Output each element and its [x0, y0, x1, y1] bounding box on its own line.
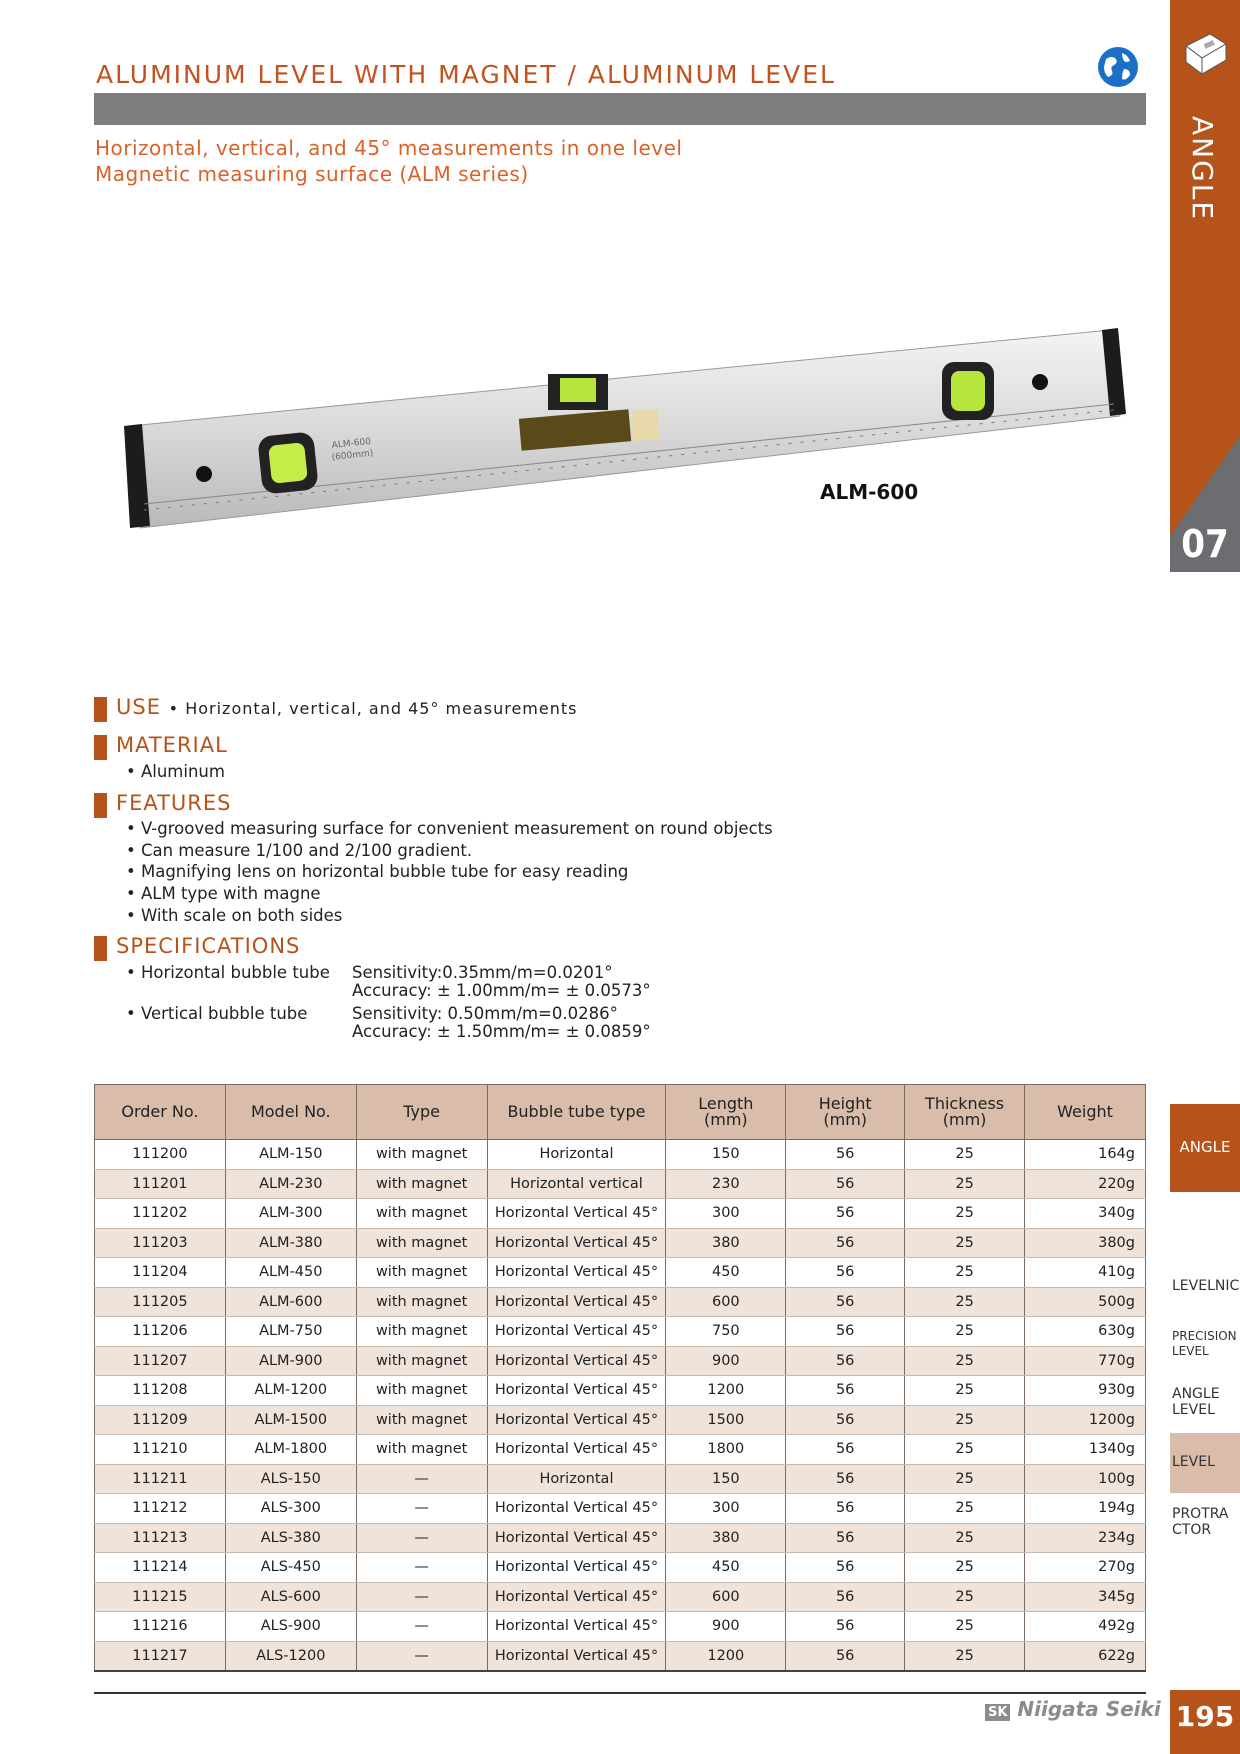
- table-cell: 300: [666, 1199, 786, 1229]
- table-cell: 111210: [95, 1435, 226, 1465]
- table-row: [95, 1494, 1146, 1524]
- table-cell: 300: [666, 1494, 786, 1524]
- side-nav-active-angle[interactable]: ANGLE: [1170, 1104, 1240, 1192]
- table-cell: Horizontal: [487, 1464, 666, 1494]
- table-cell: 25: [905, 1199, 1025, 1229]
- table-cell: 111202: [95, 1199, 226, 1229]
- table-cell: ALS-1200: [225, 1641, 356, 1671]
- table-cell: ALS-150: [225, 1464, 356, 1494]
- subtitle-line-2: Magnetic measuring surface (ALM series): [95, 162, 529, 186]
- table-cell: Horizontal Vertical 45°: [487, 1641, 666, 1671]
- globe-icon: [1096, 45, 1140, 89]
- column-header: Length (mm): [666, 1085, 786, 1140]
- table-cell: 630g: [1025, 1317, 1146, 1347]
- table-cell: 1800: [666, 1435, 786, 1465]
- table-row: [95, 1553, 1146, 1583]
- table-row: [95, 1405, 1146, 1435]
- table-cell: 25: [905, 1464, 1025, 1494]
- chapter-number: 07: [1181, 522, 1229, 566]
- table-cell: —: [356, 1582, 487, 1612]
- table-header-row: [95, 1085, 1146, 1140]
- table-cell: ALS-300: [225, 1494, 356, 1524]
- table-cell: 111216: [95, 1612, 226, 1642]
- table-cell: 900: [666, 1346, 786, 1376]
- spec-horizontal-sensitivity: Sensitivity:0.35mm/m=0.0201°: [352, 963, 613, 982]
- table-cell: 111214: [95, 1553, 226, 1583]
- table-cell: 56: [786, 1317, 905, 1347]
- side-nav-level[interactable]: LEVEL: [1172, 1454, 1215, 1470]
- table-cell: Horizontal Vertical 45°: [487, 1612, 666, 1642]
- table-cell: with magnet: [356, 1287, 487, 1317]
- table-cell: with magnet: [356, 1346, 487, 1376]
- table-cell: 56: [786, 1582, 905, 1612]
- table-cell: with magnet: [356, 1405, 487, 1435]
- table-cell: —: [356, 1612, 487, 1642]
- table-cell: 111204: [95, 1258, 226, 1288]
- table-cell: Horizontal Vertical 45°: [487, 1435, 666, 1465]
- table-cell: Horizontal Vertical 45°: [487, 1553, 666, 1583]
- table-cell: 164g: [1025, 1140, 1146, 1170]
- spec-horizontal-label: • Horizontal bubble tube: [126, 963, 330, 982]
- table-cell: 25: [905, 1435, 1025, 1465]
- table-cell: 220g: [1025, 1169, 1146, 1199]
- title-bar: [94, 93, 1146, 125]
- table-cell: 600: [666, 1582, 786, 1612]
- table-cell: ALM-150: [225, 1140, 356, 1170]
- table-cell: 111203: [95, 1228, 226, 1258]
- table-cell: —: [356, 1553, 487, 1583]
- table-cell: ALS-450: [225, 1553, 356, 1583]
- table-row: [95, 1523, 1146, 1553]
- table-cell: 56: [786, 1287, 905, 1317]
- spec-horizontal-accuracy: Accuracy: ± 1.00mm/m= ± 0.0573°: [352, 981, 651, 1000]
- level-icon: [1180, 28, 1230, 80]
- table-cell: 100g: [1025, 1464, 1146, 1494]
- table-cell: 230: [666, 1169, 786, 1199]
- category-label: ANGLE: [1186, 116, 1219, 222]
- table-cell: Horizontal Vertical 45°: [487, 1287, 666, 1317]
- page-number: 195: [1175, 1700, 1235, 1733]
- table-row: [95, 1376, 1146, 1406]
- table-cell: 410g: [1025, 1258, 1146, 1288]
- table-cell: Horizontal vertical: [487, 1169, 666, 1199]
- table-cell: 25: [905, 1405, 1025, 1435]
- table-row: [95, 1287, 1146, 1317]
- table-cell: ALS-900: [225, 1612, 356, 1642]
- table-cell: with magnet: [356, 1258, 487, 1288]
- features-heading: FEATURES: [116, 791, 232, 815]
- table-cell: 25: [905, 1287, 1025, 1317]
- table-cell: 56: [786, 1258, 905, 1288]
- table-cell: 56: [786, 1494, 905, 1524]
- table-cell: 111201: [95, 1169, 226, 1199]
- table-cell: 25: [905, 1140, 1025, 1170]
- table-cell: with magnet: [356, 1228, 487, 1258]
- table-cell: with magnet: [356, 1317, 487, 1347]
- table-cell: 1200: [666, 1376, 786, 1406]
- table-cell: 56: [786, 1405, 905, 1435]
- spec-vertical-sensitivity: Sensitivity: 0.50mm/m=0.0286°: [352, 1004, 618, 1023]
- table-cell: 25: [905, 1612, 1025, 1642]
- table-cell: 111211: [95, 1464, 226, 1494]
- table-cell: 111213: [95, 1523, 226, 1553]
- table-cell: 1200: [666, 1641, 786, 1671]
- side-nav-angle-level[interactable]: ANGLE LEVEL: [1172, 1386, 1220, 1418]
- feature-item: • With scale on both sides: [126, 906, 343, 925]
- use-heading: USE • Horizontal, vertical, and 45° measurements: [116, 695, 578, 719]
- table-cell: 25: [905, 1258, 1025, 1288]
- engraving-model: ALM-600: [331, 436, 372, 451]
- section-marker: [94, 793, 107, 818]
- product-model-label: ALM-600: [820, 480, 919, 504]
- table-row: [95, 1169, 1146, 1199]
- table-cell: —: [356, 1641, 487, 1671]
- table-cell: 56: [786, 1346, 905, 1376]
- spec-vertical-label: • Vertical bubble tube: [126, 1004, 308, 1023]
- table-cell: 380g: [1025, 1228, 1146, 1258]
- table-cell: 750: [666, 1317, 786, 1347]
- table-cell: Horizontal Vertical 45°: [487, 1494, 666, 1524]
- table-cell: Horizontal Vertical 45°: [487, 1346, 666, 1376]
- table-cell: 234g: [1025, 1523, 1146, 1553]
- table-cell: 600: [666, 1287, 786, 1317]
- table-cell: 25: [905, 1523, 1025, 1553]
- column-header: Weight: [1025, 1085, 1146, 1140]
- subtitle-line-1: Horizontal, vertical, and 45° measurements in one level: [95, 136, 683, 160]
- table-cell: 56: [786, 1553, 905, 1583]
- footer-rule: [94, 1692, 1146, 1694]
- table-cell: 56: [786, 1228, 905, 1258]
- table-cell: 500g: [1025, 1287, 1146, 1317]
- table-cell: 380: [666, 1228, 786, 1258]
- section-marker: [94, 697, 107, 722]
- table-cell: Horizontal Vertical 45°: [487, 1523, 666, 1553]
- table-cell: 111208: [95, 1376, 226, 1406]
- table-row: [95, 1199, 1146, 1229]
- table-cell: 1340g: [1025, 1435, 1146, 1465]
- column-header: Type: [356, 1085, 487, 1140]
- table-cell: 111217: [95, 1641, 226, 1671]
- page-title: ALUMINUM LEVEL WITH MAGNET / ALUMINUM LEVEL: [96, 60, 836, 89]
- table-cell: ALS-380: [225, 1523, 356, 1553]
- table-cell: 56: [786, 1435, 905, 1465]
- side-nav-precision-level[interactable]: PRECISION LEVEL: [1172, 1329, 1237, 1358]
- table-cell: with magnet: [356, 1140, 487, 1170]
- table-cell: ALM-900: [225, 1346, 356, 1376]
- table-cell: 492g: [1025, 1612, 1146, 1642]
- table-cell: ALM-230: [225, 1169, 356, 1199]
- table-row: [95, 1612, 1146, 1642]
- table-cell: —: [356, 1464, 487, 1494]
- feature-item: • Can measure 1/100 and 2/100 gradient.: [126, 841, 473, 860]
- table-row: [95, 1641, 1146, 1671]
- table-cell: Horizontal Vertical 45°: [487, 1582, 666, 1612]
- table-row: [95, 1258, 1146, 1288]
- feature-item: • ALM type with magne: [126, 884, 321, 903]
- material-heading: MATERIAL: [116, 733, 228, 757]
- brand-logo: SK Niigata Seiki: [985, 1697, 1161, 1721]
- table-cell: ALM-600: [225, 1287, 356, 1317]
- feature-item: • Magnifying lens on horizontal bubble tube for easy reading: [126, 862, 629, 881]
- table-cell: ALM-1500: [225, 1405, 356, 1435]
- column-header: Model No.: [225, 1085, 356, 1140]
- table-cell: 150: [666, 1140, 786, 1170]
- table-cell: Horizontal Vertical 45°: [487, 1317, 666, 1347]
- table-cell: ALS-600: [225, 1582, 356, 1612]
- table-cell: 25: [905, 1553, 1025, 1583]
- table-cell: 111206: [95, 1317, 226, 1347]
- column-header: Bubble tube type: [487, 1085, 666, 1140]
- table-cell: 25: [905, 1376, 1025, 1406]
- table-cell: Horizontal: [487, 1140, 666, 1170]
- table-cell: 56: [786, 1199, 905, 1229]
- column-header: Height (mm): [786, 1085, 905, 1140]
- table-cell: 150: [666, 1464, 786, 1494]
- table-cell: 25: [905, 1228, 1025, 1258]
- table-cell: Horizontal Vertical 45°: [487, 1405, 666, 1435]
- table-row: [95, 1317, 1146, 1347]
- side-nav-protractor[interactable]: PROTRA CTOR: [1172, 1506, 1229, 1538]
- table-row: [95, 1435, 1146, 1465]
- table-cell: 111207: [95, 1346, 226, 1376]
- table-cell: 111209: [95, 1405, 226, 1435]
- table-cell: ALM-1800: [225, 1435, 356, 1465]
- table-cell: 56: [786, 1464, 905, 1494]
- table-cell: 194g: [1025, 1494, 1146, 1524]
- table-row: [95, 1346, 1146, 1376]
- table-cell: —: [356, 1523, 487, 1553]
- table-cell: 25: [905, 1641, 1025, 1671]
- table-cell: 930g: [1025, 1376, 1146, 1406]
- table-cell: 111215: [95, 1582, 226, 1612]
- table-cell: 770g: [1025, 1346, 1146, 1376]
- spec-vertical-accuracy: Accuracy: ± 1.50mm/m= ± 0.0859°: [352, 1022, 651, 1041]
- side-nav-levelnic[interactable]: LEVELNIC: [1172, 1278, 1240, 1294]
- table-cell: with magnet: [356, 1199, 487, 1229]
- table-row: [95, 1582, 1146, 1612]
- table-cell: ALM-750: [225, 1317, 356, 1347]
- table-cell: 340g: [1025, 1199, 1146, 1229]
- table-cell: 270g: [1025, 1553, 1146, 1583]
- table-cell: ALM-1200: [225, 1376, 356, 1406]
- table-row: [95, 1464, 1146, 1494]
- material-item: • Aluminum: [126, 762, 225, 781]
- table-cell: Horizontal Vertical 45°: [487, 1199, 666, 1229]
- table-cell: 111205: [95, 1287, 226, 1317]
- feature-item: • V-grooved measuring surface for convenient measurement on round objects: [126, 819, 773, 838]
- table-cell: with magnet: [356, 1376, 487, 1406]
- table-cell: Horizontal Vertical 45°: [487, 1258, 666, 1288]
- table-cell: 622g: [1025, 1641, 1146, 1671]
- engraving-size: (600mm): [331, 448, 374, 463]
- table-cell: 56: [786, 1612, 905, 1642]
- column-header: Order No.: [95, 1085, 226, 1140]
- table-cell: 380: [666, 1523, 786, 1553]
- use-text: • Horizontal, vertical, and 45° measurements: [168, 699, 578, 718]
- table-cell: 900: [666, 1612, 786, 1642]
- table-cell: ALM-300: [225, 1199, 356, 1229]
- table-cell: 111200: [95, 1140, 226, 1170]
- table-cell: 56: [786, 1523, 905, 1553]
- section-marker: [94, 735, 107, 760]
- specifications-heading: SPECIFICATIONS: [116, 934, 301, 958]
- table-cell: 56: [786, 1169, 905, 1199]
- table-cell: 1200g: [1025, 1405, 1146, 1435]
- table-row: [95, 1140, 1146, 1170]
- table-cell: 56: [786, 1140, 905, 1170]
- table-cell: 56: [786, 1641, 905, 1671]
- table-cell: —: [356, 1494, 487, 1524]
- table-cell: 25: [905, 1317, 1025, 1347]
- table-cell: 25: [905, 1346, 1025, 1376]
- table-cell: 25: [905, 1494, 1025, 1524]
- table-cell: Horizontal Vertical 45°: [487, 1376, 666, 1406]
- aluminum-level-image: [120, 318, 1130, 540]
- table-cell: 56: [786, 1376, 905, 1406]
- table-cell: 345g: [1025, 1582, 1146, 1612]
- table-cell: 111212: [95, 1494, 226, 1524]
- table-cell: 25: [905, 1582, 1025, 1612]
- table-row: [95, 1228, 1146, 1258]
- table-cell: ALM-380: [225, 1228, 356, 1258]
- table-cell: with magnet: [356, 1435, 487, 1465]
- column-header: Thickness (mm): [905, 1085, 1025, 1140]
- table-cell: 450: [666, 1258, 786, 1288]
- table-cell: 450: [666, 1553, 786, 1583]
- spec-table: [94, 1084, 1146, 1672]
- table-cell: Horizontal Vertical 45°: [487, 1228, 666, 1258]
- section-marker: [94, 936, 107, 961]
- table-cell: 25: [905, 1169, 1025, 1199]
- table-cell: 1500: [666, 1405, 786, 1435]
- table-cell: ALM-450: [225, 1258, 356, 1288]
- table-cell: with magnet: [356, 1169, 487, 1199]
